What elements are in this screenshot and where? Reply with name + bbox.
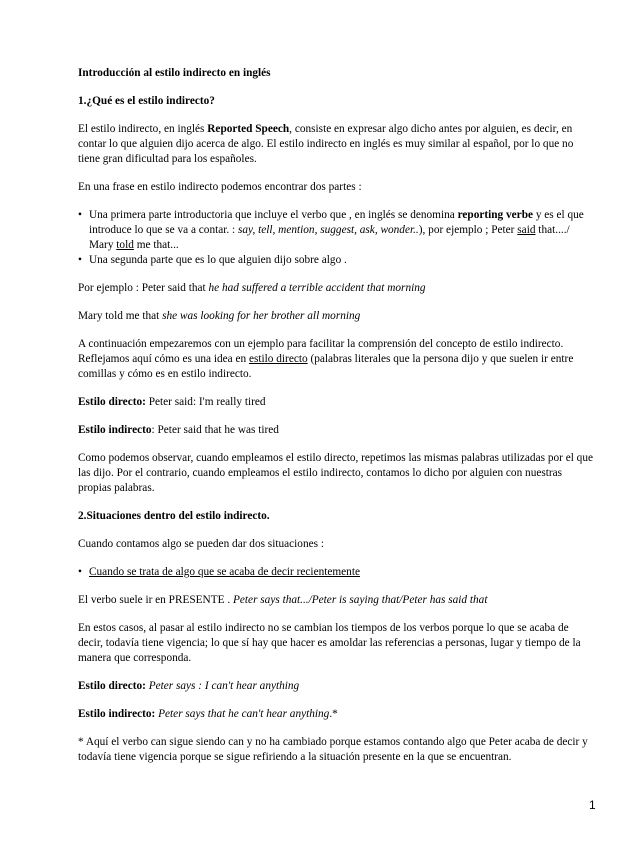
footnote: * Aquí el verbo can sigue siendo can y no ha cambiado porque estamos contando algo que Peter acaba de decir y todavía tiene vigencia porque se sigue refiriendo a la situación presente en la que se encuentran. (78, 736, 588, 763)
indirect-example-2: Estilo indirecto: Peter says that he can't hear anything.* (78, 708, 338, 720)
indirect-example-1: Estilo indirecto: Peter said that he was tired (78, 424, 279, 436)
list-item: • Una primera parte introductoria que incluye el verbo que , en inglés se denomina reporting verbe y es el que introduce lo que se va a contar. : say, tell, mention, suggest, ask, wonder..), por ejemplo ; Peter said that..../ Mary told me that... (78, 208, 596, 253)
document-title: Introducción al estilo indirecto en inglés (78, 67, 271, 79)
paragraph-definition: El estilo indirecto, en inglés Reported Speech, consiste en expresar algo dicho antes por alguien, es decir, en contar lo que alguien dijo acerca de algo. El estilo indirecto en inglés es muy similar al español, por lo que no tiene gran dificultad para los españoles. (78, 123, 574, 165)
section-1-heading: 1.¿Qué es el estilo indirecto? (78, 95, 215, 107)
example-2: Mary told me that she was looking for her brother all morning (78, 310, 361, 322)
list-item: • Cuando se trata de algo que se acaba de decir recientemente (78, 565, 596, 580)
direct-example-2: Estilo directo: Peter says : I can't hear anything (78, 680, 300, 692)
situations-list (78, 565, 596, 580)
direct-example-1: Estilo directo: Peter said: I'm really tired (78, 396, 266, 408)
page-number: 1 (589, 798, 596, 812)
list-item: • Una segunda parte que es lo que alguien dijo sobre algo . (78, 253, 596, 268)
paragraph-present: El verbo suele ir en PRESENTE . Peter says that.../Peter is saying that/Peter has said that (78, 594, 488, 606)
paragraph-cases: En estos casos, al pasar al estilo indirecto no se cambian los tiempos de los verbos porque lo que se acaba de decir, todavía tiene vigencia; lo que sí hay que hacer es amoldar las referencias a personas, lugar y tiempo de la manera que corresponda. (78, 622, 581, 664)
paragraph-two-parts: En una frase en estilo indirecto podemos encontrar dos partes : (78, 181, 362, 193)
parts-list (78, 208, 596, 268)
section-2-heading: 2.Situaciones dentro del estilo indirecto. (78, 510, 270, 522)
paragraph-observation: Como podemos observar, cuando empleamos el estilo directo, repetimos las mismas palabras utilizadas por el que las dijo. Por el contrario, cuando empleamos el estilo indirecto, contamos lo dicho por alguien con nuestras propias palabras. (78, 452, 593, 494)
example-1: Por ejemplo : Peter said that he had suffered a terrible accident that morning (78, 282, 426, 294)
paragraph-intro-example: A continuación empezaremos con un ejemplo para facilitar la comprensión del concepto de estilo indirecto. Reflejamos aquí cómo es una idea en estilo directo (palabras literales que la persona dijo y que suelen ir entre comillas y cómo es en estilo indirecto. (78, 338, 574, 380)
paragraph-situations: Cuando contamos algo se pueden dar dos situaciones : (78, 538, 324, 550)
document-page (78, 66, 596, 778)
